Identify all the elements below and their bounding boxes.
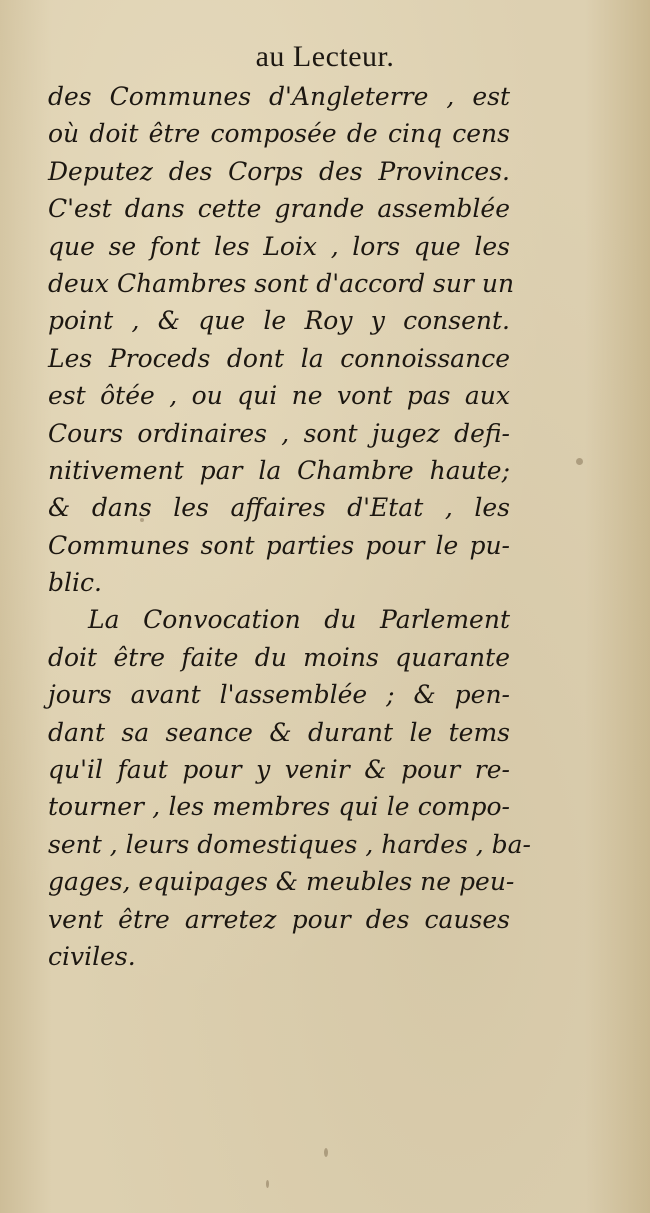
paper-spot — [324, 1148, 328, 1157]
text-line: blic. — [48, 568, 102, 598]
text-line: Communes sont parties pour le pu- — [48, 530, 510, 560]
text-line: & dans les affaires d'Etat , les — [48, 493, 510, 523]
text-line: Les Proceds dont la connoissance — [48, 343, 510, 373]
text-line: sent , leurs domestiques , hardes , ba- — [48, 829, 532, 859]
text-line: nitivement par la Chambre haute; — [48, 455, 510, 485]
text-line: jours avant l'assemblée ; & pen- — [48, 680, 510, 710]
running-head: au Lecteur. — [255, 40, 395, 73]
text-line: doit être faite du moins quarante — [48, 642, 510, 672]
paper-spot — [576, 458, 583, 465]
text-line: des Communes d'Angleterre , est — [48, 82, 510, 111]
text-line: civiles. — [48, 941, 136, 971]
paragraph-1 — [48, 78, 515, 601]
paragraph-2 — [48, 601, 532, 975]
text-line: tourner , les membres qui le compo- — [48, 792, 510, 822]
text-line: vent être arretez pour des causes — [48, 904, 510, 934]
text-line: Deputez des Corps des Provinces. — [48, 156, 510, 186]
text-line: qu'il faut pour y venir & pour re- — [48, 755, 510, 785]
text-line: Cours ordinaires , sont jugez defi- — [48, 418, 510, 448]
text-line: deux Chambres sont d'accord sur un — [48, 268, 515, 298]
paper-spot — [266, 1180, 269, 1188]
text-line: La Convocation du Parlement — [88, 605, 510, 635]
text-line: où doit être composée de cinq cens — [48, 119, 510, 149]
text-line: que se font les Loix , lors que les — [48, 231, 510, 261]
text-line: point , & que le Roy y consent. — [48, 306, 510, 336]
text-line: dant sa seance & durant le tems — [48, 717, 510, 747]
text-line: est ôtée , ou qui ne vont pas aux — [48, 381, 510, 411]
text-line: C'est dans cette grande assemblée — [48, 194, 510, 224]
text-line: gages, equipages & meubles ne peu- — [48, 867, 515, 897]
body-text — [48, 78, 532, 975]
